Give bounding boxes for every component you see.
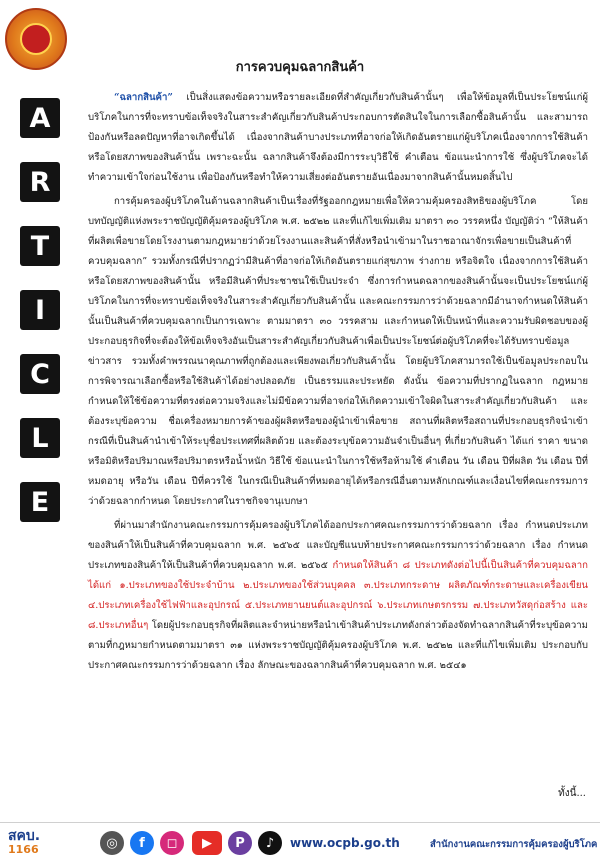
instagram-icon[interactable]: ◻ [160,831,184,855]
highlight-text: กำหนดให้สินค้า ๘ ประเภทดังต่อไปนี้เป็นสินค้าที่ควบคุมฉลาก ได้แก่ ๑.ประเภทของใช้ประจำบ้าน ๒.ประเภทของใช้ส่วนบุคคล ๓.ประเภทกระดาษ ผลิตภัณฑ์กระดาษและเครื่องเขียน ๔.ประเภทเครื่องใช้ไฟฟ้าและอุปกรณ์ ๕.ประเภทยานยนต์และอุปกรณ์ ๖.ประเภทเกษตรกรรม ๗.ประเภทวัสดุก่อสร้าง และ ๘.ประเภทอื่นๆ [88,560,588,631]
youtube-icon[interactable]: ▶ [192,831,222,855]
facebook-icon[interactable]: f [130,831,154,855]
sidebar-letter: E [20,482,60,522]
article-body [88,88,588,676]
sidebar-letter: C [20,354,60,394]
defined-term: “ฉลากสินค้า” [114,92,173,103]
pantip-icon[interactable]: P [228,831,252,855]
hotline-logo: สคบ. 1166 [8,828,41,856]
page-title: การควบคุมฉลากสินค้า [235,60,365,75]
sidebar-letter: L [20,418,60,458]
footer [0,822,600,860]
sidebar-letter: R [20,162,60,202]
paragraph-text: โดยผู้ประกอบธุรกิจที่ผลิตและจำหน่ายหรือนำเข้าสินค้าประเภทดังกล่าวต้องจัดทำฉลากสินค้าที่ระบุข้อความตามที่กฎหมายกำหนดตามมาตรา ๓๑ แห่งพระราชบัญญัติคุ้มครองผู้บริโภค พ.ศ. ๒๕๒๒ และที่แก้ไขเพิ่มเติม ประกอบกับประกาศคณะกรรมการว่าด้วยฉลาก เรื่อง ลักษณะของฉลากสินค้าที่ควบคุมฉลาก พ.ศ. ๒๕๔๑ [88,620,588,671]
sidebar-letter: T [20,226,60,266]
agency-name: สำนักงานคณะกรรมการคุ้มครองผู้บริโภค [430,839,598,850]
paragraph-text: ที่ผ่านมาสำนักงานคณะกรรมการคุ้มครองผู้บริโภคได้ออกประกาศคณะกรรมการว่าด้วยฉลาก เรื่อง กำหนดประเภทของสินค้าให้เป็นสินค้าที่ควบคุมฉลาก พ.ศ. ๒๕๖๕ และบัญชีแนบท้ายประกาศคณะกรรมการว่าด้วยฉลาก เรื่อง กำหนดประเภทของสินค้าให้เป็นสินค้าที่ควบคุมฉลาก พ.ศ. ๒๕๖๕ [88,520,588,571]
paragraph-announcement [88,516,588,676]
circle-logo-icon[interactable]: ◎ [100,831,124,855]
article-sidebar [20,98,62,546]
tiktok-icon[interactable]: ♪ [258,831,282,855]
sidebar-letter: I [20,290,60,330]
paragraph-definition [88,88,588,188]
sidebar-letter: A [20,98,60,138]
paragraph-text: เป็นสิ่งแสดงข้อความหรือรายละเอียดที่สำคัญเกี่ยวกับสินค้านั้นๆ เพื่อให้ข้อมูลที่เป็นประโยชน์แก่ผู้บริโภคในการที่จะทราบข้อเท็จจริงในสาระสำคัญเกี่ยวกับสินค้าประกอบการตัดสินใจในการเลือกซื้อสินค้านั้น และสามารถป้องกันหรือลดปัญหาที่อาจเกิดขึ้นได้ เนื่องจากสินค้าบางประเภทที่อาจก่อให้เกิดอันตรายแก่ผู้บริโภคเนื่องจากการใช้สินค้าหรือโดยสภาพของสินค้านั้น เพราะฉะนั้น ฉลากสินค้าจึงต้องมีการระบุวิธีใช้ คำเตือน ข้อแนะนำการใช้ ซึ่งผู้บริโภคจะได้ทำความเข้าใจก่อนใช้งาน เพื่อป้องกันหรือทำให้ความเสี่ยงต่ออันตรายอันเนื่องมาจากสินค้านั้นหมดสิ้นไป [88,92,588,183]
continued-text: ทั้งนี้... [558,788,586,799]
paragraph-legal-basis: การคุ้มครองผู้บริโภคในด้านฉลากสินค้าเป็นเรื่องที่รัฐออกกฎหมายเพื่อให้ความคุ้มครองสิทธิของผู้บริโภค โดยบทบัญญัติแห่งพระราชบัญญัติคุ้มครองผู้บริโภค พ.ศ. ๒๕๒๒ และที่แก้ไขเพิ่มเติม มาตรา ๓๐ วรรคหนึ่ง บัญญัติว่า “ให้สินค้าที่ผลิตเพื่อขายโดยโรงงานตามกฎหมายว่าด้วยโรงงานและสินค้าที่สั่งหรือนำเข้ามาในราชอาณาจักรเพื่อขายเป็นสินค้าที่ควบคุมฉลาก” รวมทั้งกรณีที่ปรากฏว่ามีสินค้าที่อาจก่อให้เกิดอันตรายแก่สุขภาพ ร่างกาย หรือจิตใจ เนื่องจากการใช้สินค้าหรือโดยสภาพของสินค้านั้น หรือมีสินค้าที่ประชาชนใช้เป็นประจำ ซึ่งการกำหนดฉลากของสินค้านั้นจะเป็นประโยชน์แก่ผู้บริโภคในการที่จะทราบข้อเท็จจริงในสาระสำคัญเกี่ยวกับสินค้านั้น และคณะกรรมการว่าด้วยฉลากมีอำนาจกำหนดให้สินค้านั้นเป็นสินค้าที่ควบคุมฉลากเป็นการเฉพาะ ตามมาตรา ๓๐ วรรคสาม และกำหนดให้เป็นหน้าที่และความรับผิดชอบของผู้ประกอบธุรกิจที่จะต้องให้ข้อเท็จจริงอันเป็นสาระสำคัญเกี่ยวกับสินค้าเพื่อเป็นประโยชน์ต่อผู้บริโภคที่จะได้รับทราบข้อมูลข่าวสาร รวมทั้งคำพรรณนาคุณภาพที่ถูกต้องและเพียงพอเกี่ยวกับสินค้านั้น โดยผู้บริโภคสามารถใช้เป็นข้อมูลประกอบในการพิจารณาเลือกซื้อหรือใช้สินค้าได้อย่างปลอดภัย เป็นธรรมและประหยัด ดังนั้น ข้อความที่ปรากฏในฉลาก กฎหมายกำหนดให้ใช้ข้อความที่ตรงต่อความจริงและไม่มีข้อความที่อาจก่อให้เกิดความเข้าใจผิดในสาระสำคัญเกี่ยวกับสินค้า และต้องระบุข้อความ ชื่อเครื่องหมายการค้าของผู้ผลิตหรือของผู้นำเข้าเพื่อขาย สถานที่ผลิตหรือสถานที่ประกอบธุรกิจนำเข้า กรณีที่เป็นสินค้านำเข้าให้ระบุชื่อประเทศที่ผลิตด้วย และต้องระบุข้อความอันจำเป็นอื่นๆ ที่เกี่ยวกับสินค้า ได้แก่ ราคา ขนาดหรือมิติหรือปริมาณหรือปริมาตรหรือน้ำหนัก วิธีใช้ ข้อแนะนำในการใช้หรือห้ามใช้ คำเตือน วัน เดือน ปีที่ผลิต วัน เดือน ปีที่หมดอายุ หรือวัน เดือน ปีที่ควรใช้ ในกรณีเป็นสินค้าที่หมดอายุได้หรือกรณีอื่นตามหลักเกณฑ์และเงื่อนไขที่คณะกรรมการว่าด้วยฉลากกำหนด โดยประกาศในราชกิจจานุเบกษา [88,196,588,507]
website-link[interactable]: www.ocpb.go.th [290,836,400,850]
